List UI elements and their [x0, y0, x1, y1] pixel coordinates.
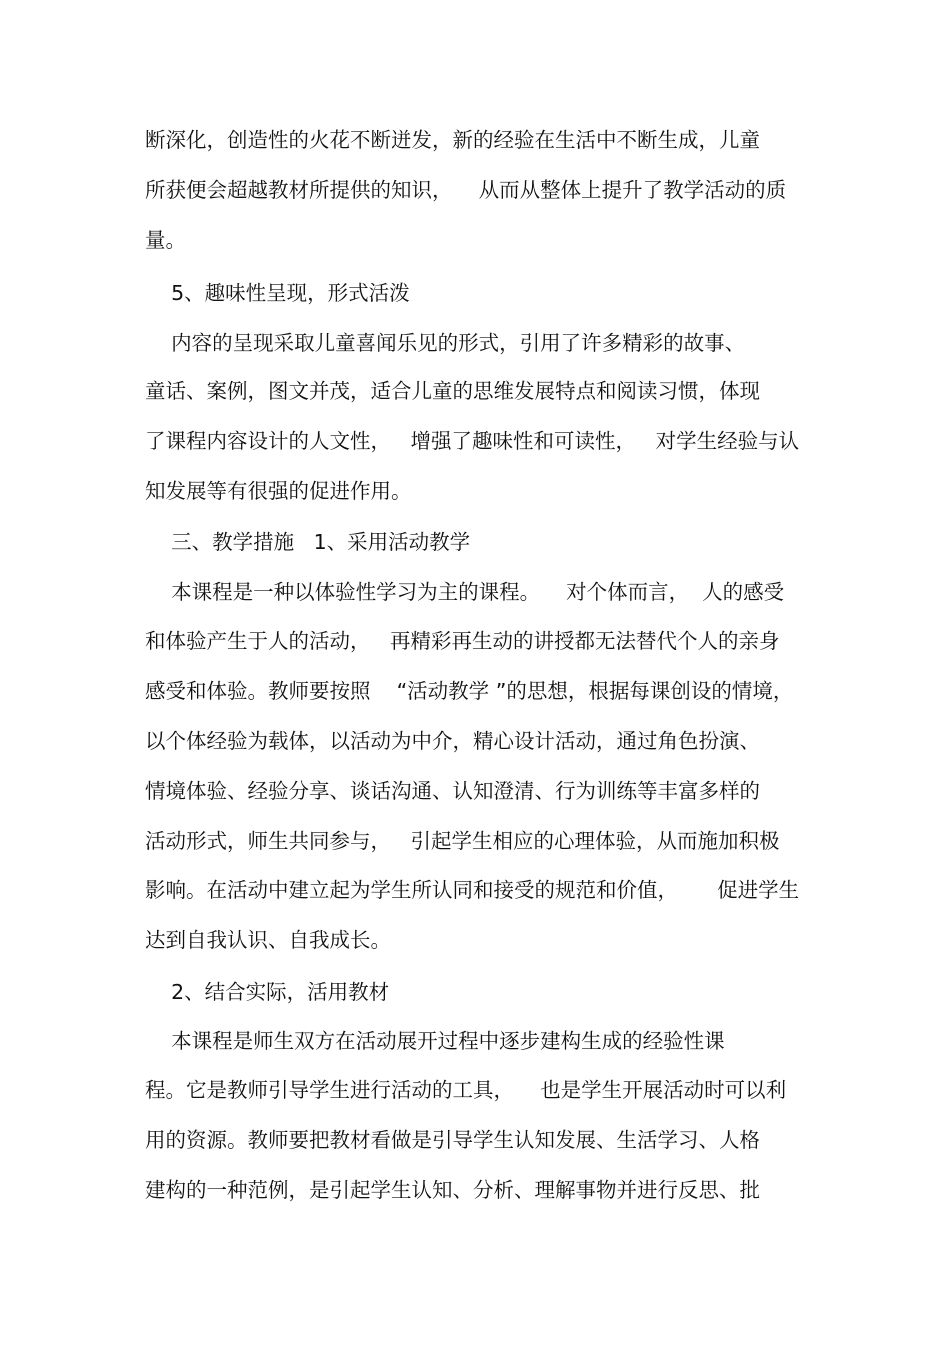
text-line: 知发展等有很强的促进作用。	[145, 479, 412, 503]
text-line: 断深化，创造性的火花不断迸发，新的经验在生活中不断生成，儿童	[145, 128, 760, 152]
text-line: 本课程是师生双方在活动展开过程中逐步建构生成的经验性课	[145, 1029, 725, 1053]
text-line: 量。	[145, 228, 186, 252]
section-heading: 5、趣味性呈现，形式活泼	[145, 281, 410, 305]
text-line: 用的资源。教师要把教材看做是引导学生认知发展、生活学习、人格	[145, 1128, 760, 1152]
text-line: 建构的一种范例，是引起学生认知、分析、理解事物并进行反思、批	[145, 1178, 760, 1202]
text-line: 程。它是教师引导学生进行活动的工具， 也是学生开展活动时可以利	[145, 1078, 787, 1102]
text-line: 达到自我认识、自我成长。	[145, 928, 391, 952]
text-line: 情境体验、经验分享、谈话沟通、认知澄清、行为训练等丰富多样的	[145, 779, 760, 803]
section-heading: 2、结合实际，活用教材	[145, 980, 390, 1004]
section-heading: 三、教学措施 1、采用活动教学	[145, 530, 471, 554]
text-line: 童话、案例，图文并茂，适合儿童的思维发展特点和阅读习惯，体现	[145, 379, 760, 403]
text-line: 内容的呈现采取儿童喜闻乐见的形式，引用了许多精彩的故事、	[145, 331, 746, 355]
text-line: 活动形式，师生共同参与， 引起学生相应的心理体验，从而施加积极	[145, 829, 780, 853]
text-line: 所获便会超越教材所提供的知识， 从而从整体上提升了教学活动的质	[145, 178, 787, 202]
text-line: 以个体经验为载体，以活动为中介，精心设计活动，通过角色扮演、	[145, 729, 760, 753]
text-line: 影响。在活动中建立起为学生所认同和接受的规范和价值， 促进学生	[145, 878, 800, 902]
text-line: 本课程是一种以体验性学习为主的课程。 对个体而言， 人的感受	[145, 580, 785, 604]
text-line: 感受和体验。教师要按照 “活动教学 ”的思想，根据每课创设的情境，	[145, 679, 794, 703]
text-line: 了课程内容设计的人文性， 增强了趣味性和可读性， 对学生经验与认	[145, 429, 800, 453]
text-line: 和体验产生于人的活动， 再精彩再生动的讲授都无法替代个人的亲身	[145, 629, 780, 653]
